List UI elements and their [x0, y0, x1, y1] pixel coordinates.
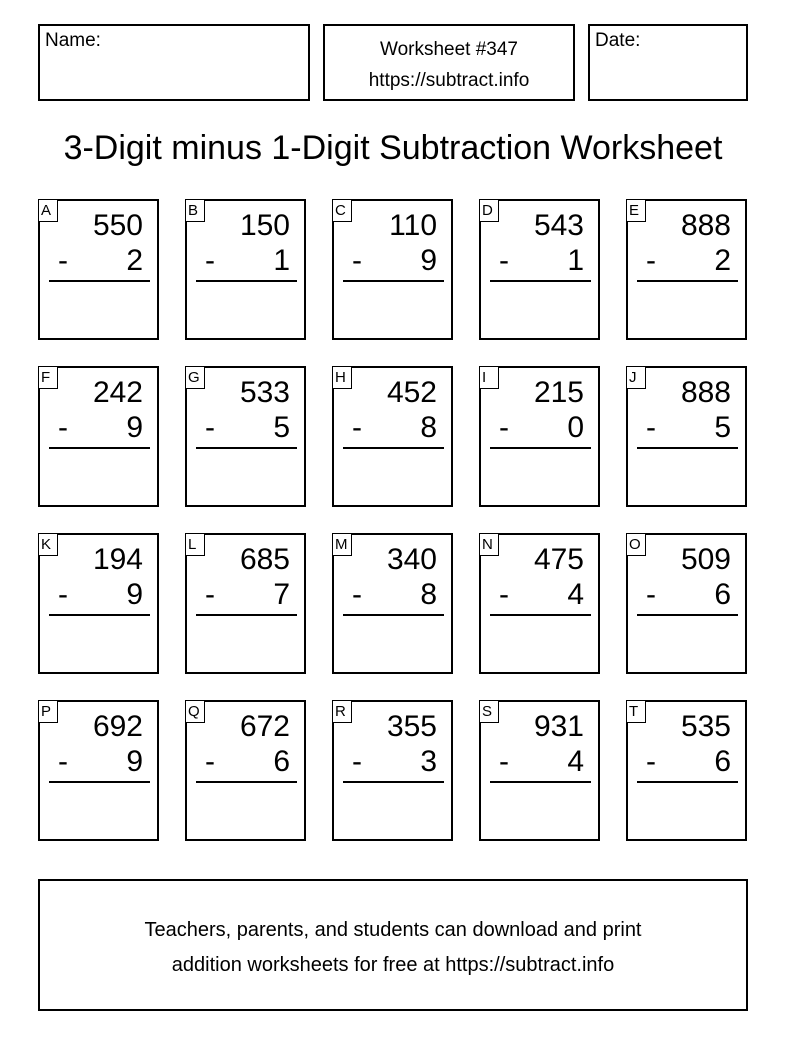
page-title: 3-Digit minus 1-Digit Subtraction Worksheet: [63, 129, 723, 167]
answer-line: [637, 447, 738, 449]
answer-line: [196, 781, 297, 783]
subtrahend: 7: [273, 578, 290, 611]
problem-label: T: [626, 700, 646, 723]
answer-line: [49, 614, 150, 616]
minuend: 452: [386, 376, 437, 409]
subtrahend: 9: [420, 244, 437, 277]
problem-label: K: [38, 533, 58, 556]
minus-sign: -: [58, 411, 68, 444]
problem-label: G: [185, 366, 205, 389]
subtrahend: 4: [567, 745, 584, 778]
subtrahend: 4: [567, 578, 584, 611]
minuend: 215: [533, 376, 584, 409]
problem-q[interactable]: [185, 700, 306, 841]
problem-label: R: [332, 700, 352, 723]
minus-sign: -: [352, 411, 362, 444]
subtrahend: 1: [273, 244, 290, 277]
minus-sign: -: [499, 411, 509, 444]
problem-e[interactable]: [626, 199, 747, 340]
name-label: Name:: [45, 30, 101, 51]
answer-line: [196, 447, 297, 449]
problem-a[interactable]: [38, 199, 159, 340]
problem-label: S: [479, 700, 499, 723]
subtrahend: 6: [273, 745, 290, 778]
problem-label: A: [38, 199, 58, 222]
minus-sign: -: [352, 244, 362, 277]
answer-line: [490, 781, 591, 783]
answer-line: [343, 447, 444, 449]
problem-label: Q: [185, 700, 205, 723]
subtrahend: 8: [420, 411, 437, 444]
minuend: 475: [533, 543, 584, 576]
problem-label: L: [185, 533, 205, 556]
minus-sign: -: [646, 745, 656, 778]
answer-line: [343, 614, 444, 616]
minus-sign: -: [352, 578, 362, 611]
problem-label: O: [626, 533, 646, 556]
minus-sign: -: [499, 244, 509, 277]
problem-d[interactable]: [479, 199, 600, 340]
problem-label: J: [626, 366, 646, 389]
subtrahend: 5: [273, 411, 290, 444]
answer-line: [343, 781, 444, 783]
problem-n[interactable]: [479, 533, 600, 674]
minuend: 509: [680, 543, 731, 576]
minus-sign: -: [58, 578, 68, 611]
problem-label: M: [332, 533, 352, 556]
problem-label: C: [332, 199, 352, 222]
minus-sign: -: [646, 411, 656, 444]
problem-label: P: [38, 700, 58, 723]
answer-line: [49, 781, 150, 783]
problem-f[interactable]: [38, 366, 159, 507]
subtrahend: 1: [567, 244, 584, 277]
minuend: 242: [92, 376, 143, 409]
problem-label: N: [479, 533, 499, 556]
minuend: 110: [389, 209, 437, 242]
minus-sign: -: [646, 578, 656, 611]
subtrahend: 2: [126, 244, 143, 277]
minuend: 672: [239, 710, 290, 743]
minuend: 340: [386, 543, 437, 576]
footer-note: [38, 879, 748, 1011]
minuend: 150: [239, 209, 290, 242]
minus-sign: -: [58, 745, 68, 778]
footer-line-2: addition worksheets for free at https://subtract.info: [171, 954, 615, 976]
problem-c[interactable]: [332, 199, 453, 340]
problem-t[interactable]: [626, 700, 747, 841]
answer-line: [49, 280, 150, 282]
minus-sign: -: [205, 244, 215, 277]
problem-h[interactable]: [332, 366, 453, 507]
answer-line: [490, 280, 591, 282]
minuend: 194: [92, 543, 143, 576]
problem-l[interactable]: [185, 533, 306, 674]
minus-sign: -: [58, 244, 68, 277]
subtrahend: 9: [126, 411, 143, 444]
subtrahend: 8: [420, 578, 437, 611]
problem-p[interactable]: [38, 700, 159, 841]
problem-g[interactable]: [185, 366, 306, 507]
answer-line: [637, 614, 738, 616]
minus-sign: -: [499, 578, 509, 611]
subtrahend: 9: [126, 745, 143, 778]
minuend: 888: [680, 209, 731, 242]
minuend: 931: [533, 710, 584, 743]
minuend: 685: [239, 543, 290, 576]
problem-m[interactable]: [332, 533, 453, 674]
minus-sign: -: [205, 411, 215, 444]
problem-s[interactable]: [479, 700, 600, 841]
minus-sign: -: [205, 745, 215, 778]
subtrahend: 5: [714, 411, 731, 444]
worksheet-url: https://subtract.info: [368, 70, 530, 91]
minuend: 533: [239, 376, 290, 409]
minus-sign: -: [205, 578, 215, 611]
worksheet-number: Worksheet #347: [379, 39, 518, 60]
minus-sign: -: [499, 745, 509, 778]
problem-r[interactable]: [332, 700, 453, 841]
subtrahend: 9: [126, 578, 143, 611]
problem-label: B: [185, 199, 205, 222]
answer-line: [196, 280, 297, 282]
problem-j[interactable]: [626, 366, 747, 507]
problem-label: D: [479, 199, 499, 222]
minus-sign: -: [646, 244, 656, 277]
problem-label: E: [626, 199, 646, 222]
subtrahend: 6: [714, 745, 731, 778]
problem-i[interactable]: [479, 366, 600, 507]
problem-label: F: [38, 366, 58, 389]
subtrahend: 3: [420, 745, 437, 778]
minus-sign: -: [352, 745, 362, 778]
minuend: 550: [92, 209, 143, 242]
minuend: 543: [533, 209, 584, 242]
problem-k[interactable]: [38, 533, 159, 674]
minuend: 535: [680, 710, 731, 743]
answer-line: [49, 447, 150, 449]
answer-line: [490, 447, 591, 449]
problem-label: I: [479, 366, 499, 389]
answer-line: [343, 280, 444, 282]
minuend: 888: [680, 376, 731, 409]
answer-line: [196, 614, 297, 616]
problem-b[interactable]: [185, 199, 306, 340]
answer-line: [637, 781, 738, 783]
answer-line: [637, 280, 738, 282]
answer-line: [490, 614, 591, 616]
subtrahend: 6: [714, 578, 731, 611]
subtrahend: 2: [714, 244, 731, 277]
footer-line-1: Teachers, parents, and students can download and print: [144, 919, 642, 941]
minuend: 692: [92, 710, 143, 743]
problem-o[interactable]: [626, 533, 747, 674]
problem-label: H: [332, 366, 352, 389]
date-label: Date:: [595, 30, 641, 51]
minuend: 355: [386, 710, 437, 743]
subtrahend: 0: [567, 411, 584, 444]
